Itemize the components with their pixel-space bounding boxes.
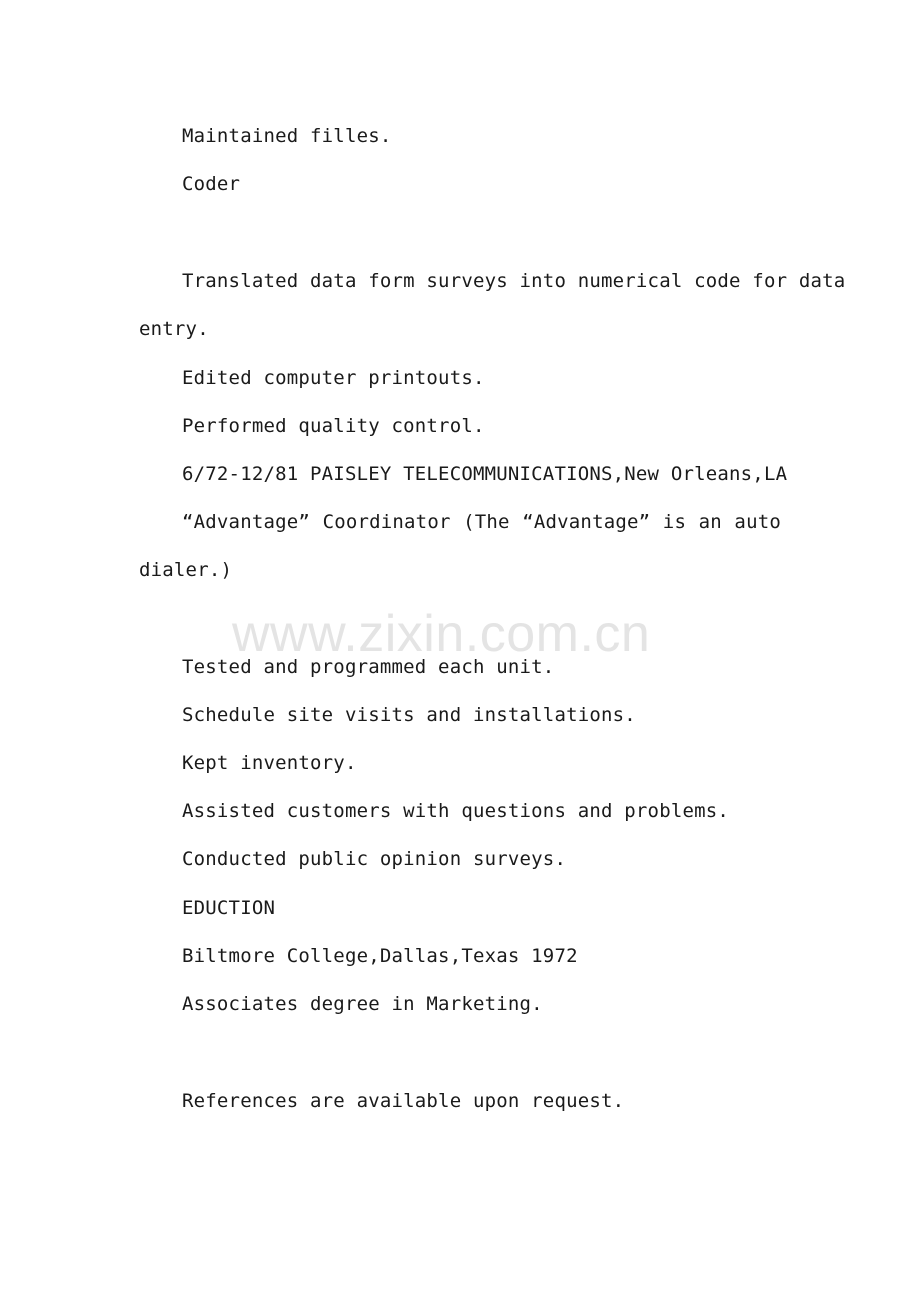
duty-edited-printouts: Edited computer printouts.: [182, 367, 485, 389]
duty-translated-line-2: entry.: [139, 318, 209, 340]
watermark: www.zixin.com.cn: [232, 605, 651, 663]
section-heading-education: EDUCTION: [182, 897, 276, 919]
degree-associates: Associates degree in Marketing.: [182, 993, 543, 1015]
duty-kept-inventory: Kept inventory.: [182, 752, 357, 774]
duty-translated-line-1: Translated data form surveys into numerical code for data: [182, 270, 846, 292]
school-biltmore: Biltmore College,Dallas,Texas 1972: [182, 945, 578, 967]
duty-maintained-files: Maintained filles.: [182, 125, 392, 147]
duty-schedule-visits: Schedule site visits and installations.: [182, 704, 636, 726]
job-title-coder: Coder: [182, 173, 241, 195]
job-title-advantage-line-1: “Advantage” Coordinator (The “Advantage” is an auto: [182, 511, 781, 533]
job-title-advantage-line-2: dialer.): [139, 559, 233, 581]
duty-opinion-surveys: Conducted public opinion surveys.: [182, 848, 567, 870]
duty-assisted-customers: Assisted customers with questions and problems.: [182, 800, 730, 822]
references-note: References are available upon request.: [182, 1090, 625, 1112]
employer-paisley: 6/72-12/81 PAISLEY TELECOMMUNICATIONS,New Orleans,LA: [182, 463, 788, 485]
duty-quality-control: Performed quality control.: [182, 415, 485, 437]
duty-tested-programmed: Tested and programmed each unit.: [182, 656, 555, 678]
